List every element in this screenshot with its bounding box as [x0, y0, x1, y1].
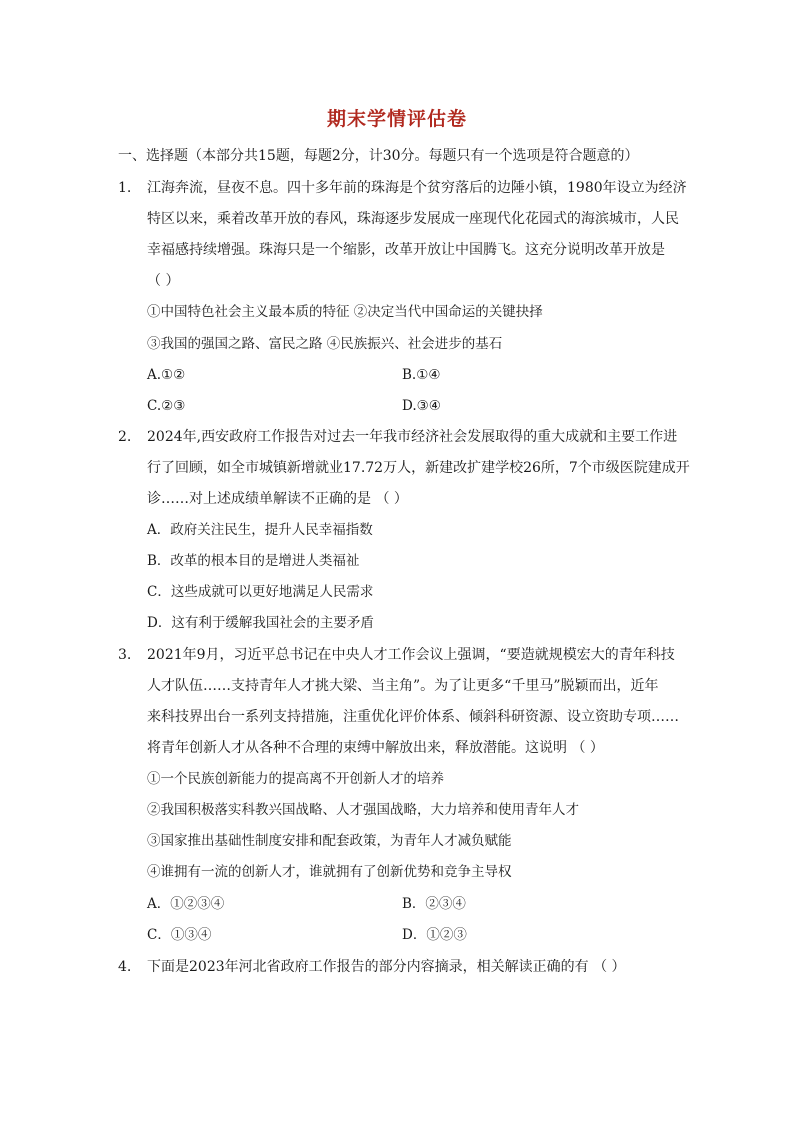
option-b: B．②③④	[402, 896, 466, 912]
option-a: A．政府关注民生，提升人民幸福指数	[147, 522, 373, 538]
page-title: 期末学情评估卷	[326, 108, 467, 130]
question-text-line: 下面是2023年河北省政府工作报告的部分内容摘录，相关解读正确的有 （ ）	[147, 959, 626, 975]
option-b: B．改革的根本目的是增进人类福祉	[147, 553, 360, 569]
statement-line: ③我国的强国之路、富民之路 ④民族振兴、社会进步的基石	[147, 336, 503, 352]
option-c: C.②③	[147, 398, 186, 414]
option-a: A.①②	[147, 367, 186, 383]
question-text-line: 特区以来，乘着改革开放的春风，珠海逐步发展成一座现代化花园式的海滨城市，人民	[147, 211, 679, 227]
statement-line: ①中国特色社会主义最本质的特征 ②决定当代中国命运的关键抉择	[147, 304, 543, 320]
question-number: 1.	[118, 180, 132, 196]
question-text-line: 2024年,西安政府工作报告对过去一年我市经济社会发展取得的重大成就和主要工作进	[147, 429, 678, 445]
option-a: A．①②③④	[147, 896, 225, 912]
option-c: C．这些成就可以更好地满足人民需求	[147, 584, 374, 600]
question-number: 3.	[118, 647, 132, 663]
option-b: B.①④	[402, 367, 441, 383]
question-text-line: 来科技界出台一系列支持措施，注重优化评价体系、倾斜科研资源、设立资助专项……	[147, 709, 679, 725]
question-number: 2.	[118, 429, 132, 445]
question-text-line: 人才队伍……支持青年人才挑大梁、当主角”。为了让更多“千里马”脱颖而出，近年	[147, 678, 659, 694]
option-c: C．①③④	[147, 927, 212, 943]
statement-line: ③国家推出基础性制度安排和配套政策，为青年人才减负赋能	[147, 833, 512, 849]
question-text-line: 2021年9月，习近平总书记在中央人才工作会议上强调，“要造就规模宏大的青年科技	[147, 647, 675, 663]
question-text-line: 江海奔流，昼夜不息。四十多年前的珠海是个贫穷落后的边陲小镇，1980年设立为经济	[147, 180, 687, 196]
question-text-line: 幸福感持续增强。珠海只是一个缩影，改革开放让中国腾飞。这充分说明改革开放是	[147, 242, 665, 258]
question-text-line: 行了回顾，如全市城镇新增就业17.72万人，新建改扩建学校26所，7个市级医院建成开	[147, 460, 690, 476]
answer-bracket: （ ）	[147, 273, 180, 289]
question-text-line: 将青年创新人才从各种不合理的束缚中解放出来，释放潜能。这说明 （ ）	[147, 740, 604, 756]
section-header: 一、选择题（本部分共15题，每题2分，计30分。每题只有一个选项是符合题意的）	[118, 148, 639, 164]
statement-line: ④谁拥有一流的创新人才，谁就拥有了创新优势和竞争主导权	[147, 864, 512, 880]
option-d: D．这有利于缓解我国社会的主要矛盾	[147, 615, 374, 631]
option-d: D.③④	[402, 398, 441, 414]
question-number: 4.	[118, 959, 132, 975]
statement-line: ①一个民族创新能力的提高离不开创新人才的培养	[147, 771, 444, 787]
statement-line: ②我国积极落实科教兴国战略、人才强国战略，大力培养和使用青年人才	[147, 802, 579, 818]
option-d: D．①②③	[402, 927, 467, 943]
question-text-line: 诊……对上述成绩单解读不正确的是 （ ）	[147, 491, 408, 507]
